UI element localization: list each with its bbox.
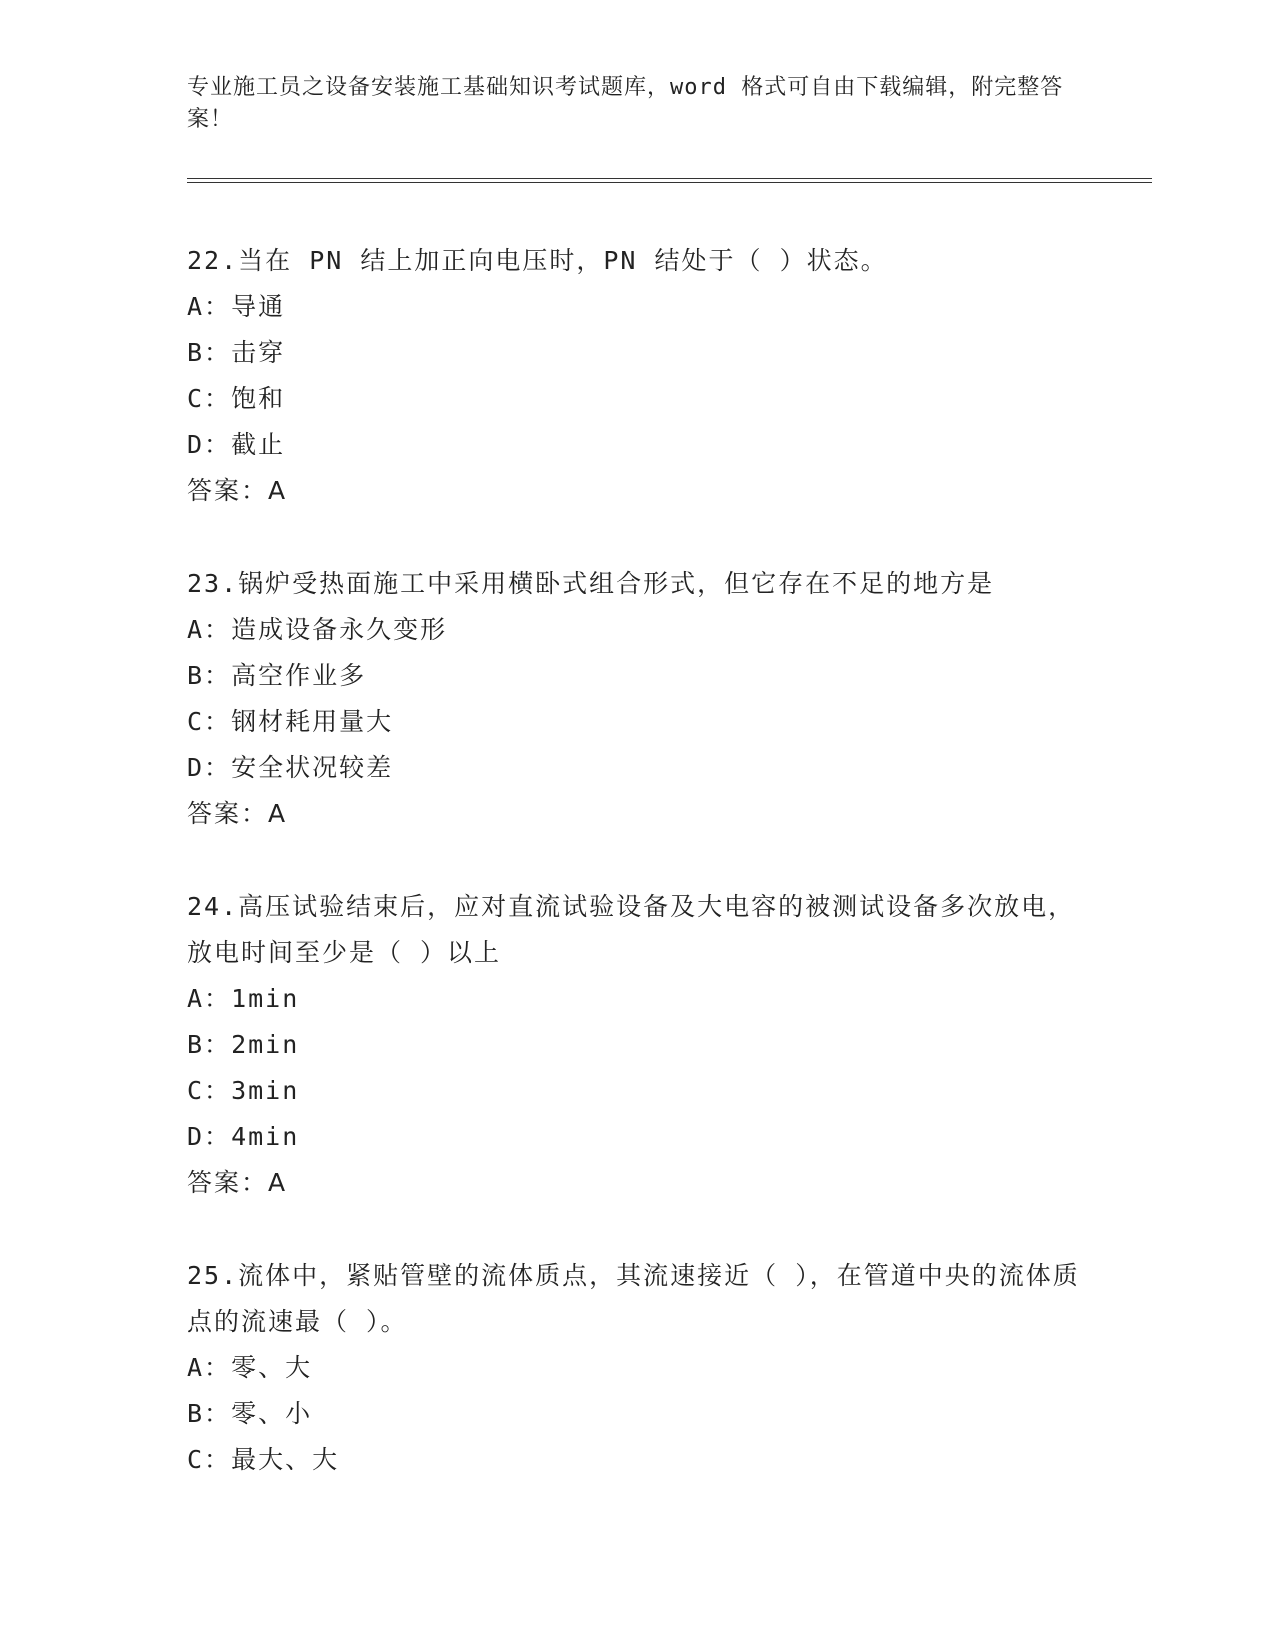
option-d [187, 422, 1087, 468]
option-text: 3min [231, 1076, 300, 1105]
option-letter: C： [187, 384, 232, 413]
question-stem: 24.高压试验结束后，应对直流试验设备及大电容的被测试设备多次放电，放电时间至少是（ ）以上 [187, 892, 1076, 967]
option-c [187, 1437, 1087, 1483]
option-c [187, 699, 1087, 745]
option-letter: C： [187, 1076, 232, 1105]
option-text: 钢材耗用量大 [231, 707, 394, 736]
option-letter: C： [187, 1445, 232, 1474]
option-letter: A： [187, 292, 232, 321]
option-letter: D： [187, 753, 232, 782]
option-text: 饱和 [231, 384, 286, 413]
option-b [187, 1391, 1087, 1437]
question-22 [187, 238, 1087, 514]
option-text: 4min [231, 1122, 300, 1151]
question-stem: 23.锅炉受热面施工中采用横卧式组合形式，但它存在不足的地方是 [187, 569, 995, 598]
option-text: 2min [231, 1030, 300, 1059]
question-stem: 25.流体中，紧贴管壁的流体质点，其流速接近（ ），在管道中央的流体质点的流速最（ ）。 [187, 1261, 1080, 1336]
option-letter: B： [187, 1399, 232, 1428]
answer-line: 答案：A [187, 799, 288, 828]
question-24 [187, 884, 1087, 1206]
option-text: 高空作业多 [231, 661, 367, 690]
header-rule-top [187, 178, 1152, 179]
option-c [187, 1068, 1087, 1114]
option-text: 零、大 [231, 1353, 313, 1382]
option-a [187, 284, 1087, 330]
option-letter: A： [187, 1353, 232, 1382]
option-b [187, 330, 1087, 376]
option-b [187, 1022, 1087, 1068]
option-letter: A： [187, 615, 232, 644]
header-rule-bottom [187, 182, 1152, 183]
answer-line: 答案：A [187, 1168, 288, 1197]
option-letter: B： [187, 661, 232, 690]
option-letter: D： [187, 1122, 232, 1151]
option-text: 击穿 [231, 338, 286, 367]
option-text: 造成设备永久变形 [231, 615, 448, 644]
question-25 [187, 1253, 1087, 1483]
option-b [187, 653, 1087, 699]
question-23 [187, 561, 1087, 837]
option-a [187, 607, 1087, 653]
option-a [187, 1345, 1087, 1391]
answer-line: 答案：A [187, 476, 288, 505]
question-stem: 22.当在 PN 结上加正向电压时，PN 结处于（ ）状态。 [187, 246, 888, 275]
option-letter: B： [187, 338, 232, 367]
option-letter: B： [187, 1030, 232, 1059]
option-text: 零、小 [231, 1399, 313, 1428]
option-letter: A： [187, 984, 232, 1013]
option-text: 1min [231, 984, 300, 1013]
option-text: 安全状况较差 [231, 753, 394, 782]
option-text: 导通 [231, 292, 286, 321]
question-list [187, 238, 1087, 1530]
option-letter: D： [187, 430, 232, 459]
option-letter: C： [187, 707, 232, 736]
option-d [187, 1114, 1087, 1160]
option-text: 截止 [231, 430, 286, 459]
option-d [187, 745, 1087, 791]
option-a [187, 976, 1087, 1022]
option-c [187, 376, 1087, 422]
option-text: 最大、大 [231, 1445, 340, 1474]
document-header: 专业施工员之设备安装施工基础知识考试题库，word 格式可自由下载编辑，附完整答案！ [187, 75, 1064, 132]
